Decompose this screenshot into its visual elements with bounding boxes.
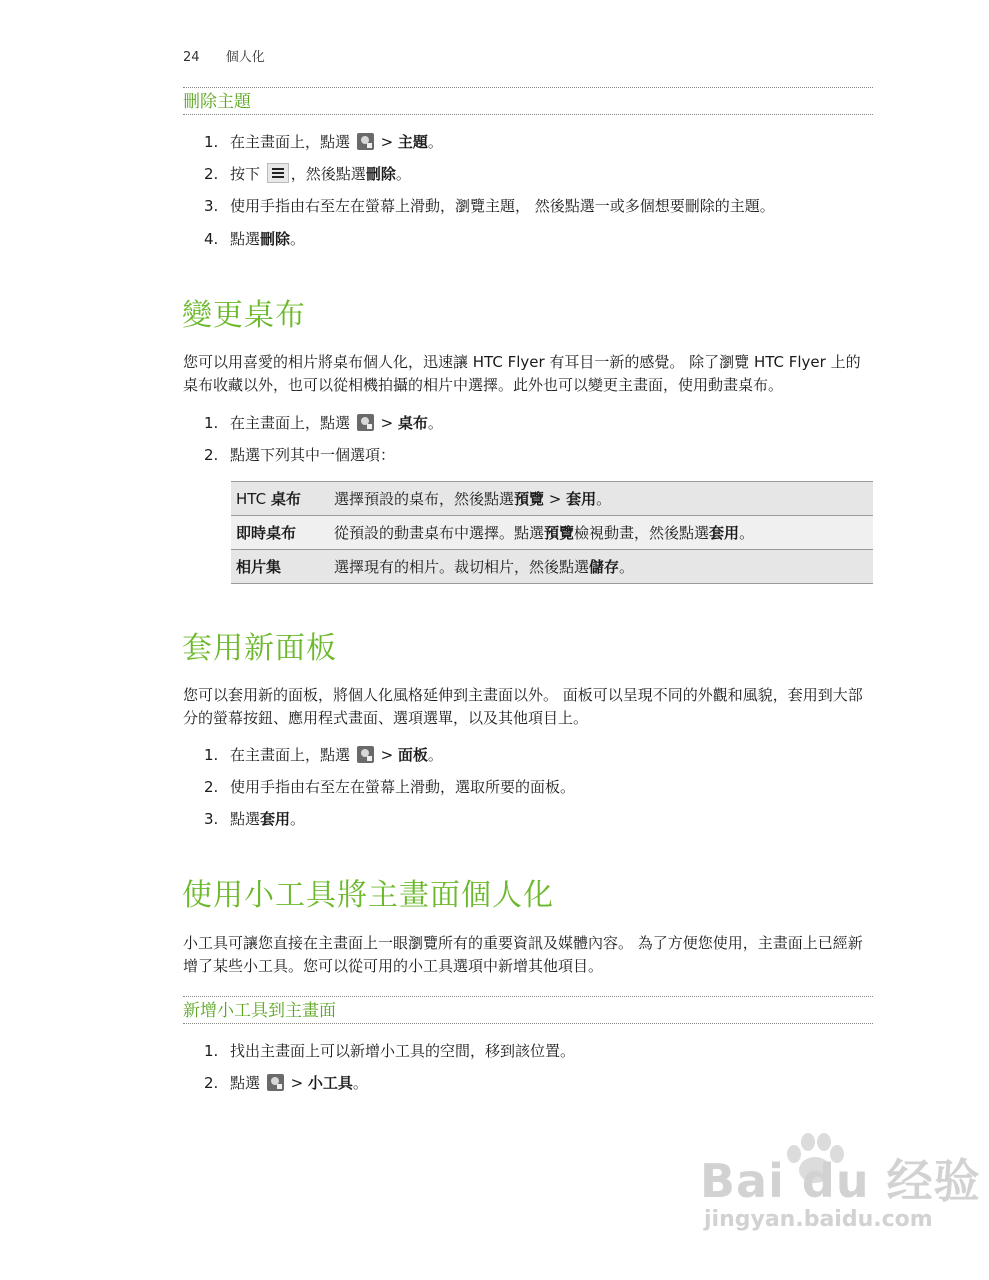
list-item: 1. 在主畫面上，點選 > 桌布。: [204, 414, 443, 432]
list-item: 3. 使用手指由右至左在螢幕上滑動，瀏覽主題， 然後點選一或多個想要刪除的主題。: [204, 197, 775, 215]
personalize-icon: [357, 414, 374, 431]
list-item: 2. 按下 ，然後點選刪除。: [204, 165, 411, 183]
list-item: 1. 在主畫面上，點選 > 主題。: [204, 133, 443, 151]
list-item: 2. 使用手指由右至左在螢幕上滑動，選取所要的面板。: [204, 778, 576, 796]
list-item: 3. 點選套用。: [204, 810, 306, 828]
table-row: 相片集 選擇現有的相片。裁切相片，然後點選儲存。: [231, 550, 873, 584]
watermark: [700, 1145, 981, 1232]
list-item: 1. 找出主畫面上可以新增小工具的空間，移到該位置。: [204, 1042, 576, 1060]
menu-icon: [267, 163, 289, 183]
page-number: 24: [183, 50, 200, 65]
section-heading-skin: 套用新面板: [182, 631, 337, 666]
table-row: HTC 桌布 選擇預設的桌布，然後點選預覽 > 套用。: [231, 482, 873, 516]
wallpaper-options-table: [231, 481, 873, 584]
list-item: 2. 點選下列其中一個選項：: [204, 446, 396, 464]
watermark-url: jingyan.baidu.com: [704, 1207, 933, 1232]
paragraph-widgets: 小工具可讓您直接在主畫面上一眼瀏覽所有的重要資訊及媒體內容。 為了方便您使用，主畫面上已經新增了某些小工具。您可以從可用的小工具選項中新增其他項目。: [183, 934, 863, 975]
watermark-brand: Bai du 经验: [700, 1154, 981, 1208]
paragraph-skin: 您可以套用新的面板，將個人化風格延伸到主畫面以外。 面板可以呈現不同的外觀和風貌，套用到大部分的螢幕按鈕、應用程式畫面、選項選單，以及其他項目上。: [183, 686, 863, 727]
paragraph-wallpaper: 您可以用喜愛的相片將桌布個人化，迅速讓 HTC Flyer 有耳目一新的感覺。 除了瀏覽 HTC Flyer 上的桌布收藏以外，也可以從相機拍攝的相片中選擇。此外也可以變更主畫面，使用動畫桌布。: [183, 353, 861, 394]
table-row: 即時桌布 從預設的動畫桌布中選擇。點選預覽檢視動畫，然後點選套用。: [231, 516, 873, 550]
personalize-icon: [357, 133, 374, 150]
list-item: 1. 在主畫面上，點選 > 面板。: [204, 746, 443, 764]
section-title-delete-theme: 刪除主題: [183, 87, 873, 115]
list-item: 4. 點選刪除。: [204, 230, 306, 248]
personalize-icon: [357, 746, 374, 763]
section-title-add-widget: 新增小工具到主畫面: [183, 996, 873, 1024]
section-heading-widgets: 使用小工具將主畫面個人化: [182, 878, 554, 913]
section-heading-wallpaper: 變更桌布: [182, 298, 306, 333]
page-header: [183, 46, 265, 65]
chapter-title: 個人化: [225, 50, 265, 65]
list-item: 2. 點選 > 小工具。: [204, 1074, 368, 1092]
personalize-icon: [267, 1074, 284, 1091]
